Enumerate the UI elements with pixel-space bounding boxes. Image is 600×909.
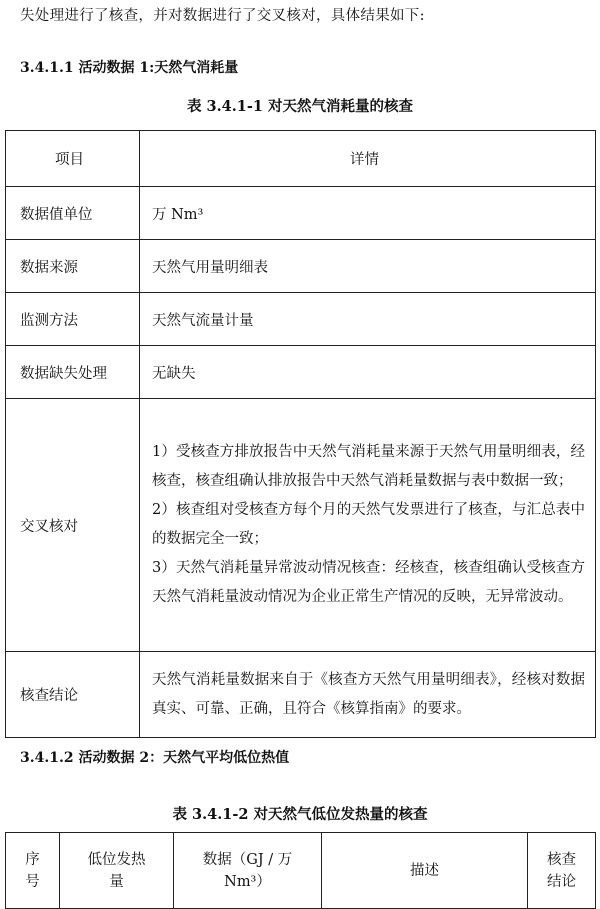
table-row: [6, 293, 596, 346]
table-row: [6, 346, 596, 399]
row-label: 数据值单位: [6, 187, 140, 240]
header-conclusion-line-2: 结论: [547, 873, 576, 890]
cross-check-detail: [140, 399, 596, 652]
header-lhv-line-2: 量: [109, 873, 124, 890]
row-label: 数据缺失处理: [6, 346, 140, 399]
section-heading-3-4-1-2: 3.4.1.2 活动数据 2：天然气平均低位热值: [20, 750, 290, 766]
conclusion-row: [6, 652, 596, 738]
cross-check-point-1: 1）受核查方排放报告中天然气消耗量来源于天然气用量明细表，经核查，核查组确认排放报告中天然气消耗量数据与表中数据一致；: [152, 444, 585, 489]
cross-check-label: 交叉核对: [6, 399, 140, 652]
header-data-line-2: Nm³）: [224, 873, 271, 890]
row-value: 天然气流量计量: [140, 293, 596, 346]
row-value: 天然气用量明细表: [140, 240, 596, 293]
conclusion-label: 核查结论: [6, 652, 140, 738]
cross-check-point-2: 2）核查组对受核查方每个月的天然气发票进行了核查，与汇总表中的数据完全一致；: [152, 502, 585, 547]
cross-check-point-3: 3）天然气消耗量异常波动情况核查：经核查，核查组确认受核查方天然气消耗量波动情况为企业正常生产情况的反映，无异常波动。: [152, 560, 585, 605]
header-conclusion-line-1: 核查: [547, 851, 576, 868]
header-seq-line-2: 号: [25, 873, 40, 890]
header-item: 项目: [6, 131, 140, 187]
row-value: 万 Nm³: [140, 187, 596, 240]
section-heading-3-4-1-1: 3.4.1.1 活动数据 1:天然气消耗量: [20, 60, 239, 76]
header-lhv: [60, 833, 174, 909]
header-detail: 详情: [140, 131, 596, 187]
lower-heating-value-table: [5, 832, 596, 909]
header-data-line-1: 数据（GJ / 万: [202, 851, 293, 868]
header-data: [174, 833, 322, 909]
header-seq: [6, 833, 60, 909]
header-description: 描述: [322, 833, 528, 909]
row-value: 无缺失: [140, 346, 596, 399]
table-1-header-row: [6, 131, 596, 187]
conclusion-text: 天然气消耗量数据来自于《核查方天然气用量明细表》，经核对数据真实、可靠、正确，且符合《核算指南》的要求。: [152, 671, 585, 717]
table-2-caption: 表 3.4.1-2 对天然气低位发热量的核查: [172, 806, 428, 823]
header-seq-line-1: 序: [25, 851, 40, 868]
table-2-header-row: [6, 833, 596, 909]
intro-paragraph: 失处理进行了核查，并对数据进行了交叉核对，具体结果如下:: [20, 8, 425, 24]
table-row: [6, 187, 596, 240]
cross-check-row: [6, 399, 596, 652]
conclusion-detail: [140, 652, 596, 738]
row-label: 监测方法: [6, 293, 140, 346]
table-1-caption: 表 3.4.1-1 对天然气消耗量的核查: [186, 98, 414, 115]
natural-gas-consumption-table: [5, 130, 596, 738]
header-conclusion: [528, 833, 596, 909]
header-lhv-line-1: 低位发热: [87, 851, 146, 868]
table-row: [6, 240, 596, 293]
row-label: 数据来源: [6, 240, 140, 293]
